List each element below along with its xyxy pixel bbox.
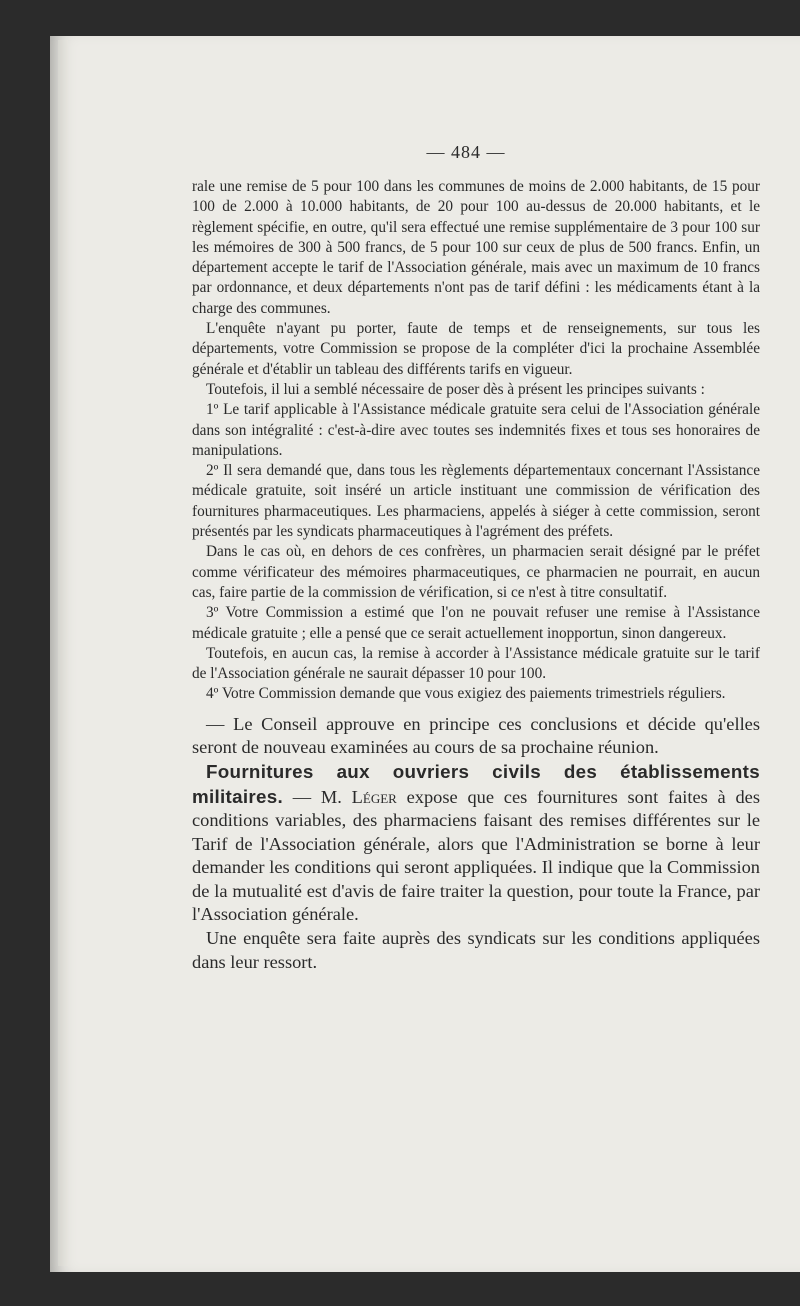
paragraph: Dans le cas où, en dehors de ces confrères, un pharmacien serait désigné par le préfet comme vérificateur des mémoires pharmaceutiques, ce pharmacien ne pourrait, en aucun cas, faire partie de la commission de vérification, si ce n'est à titre consultatif. [192,543,760,601]
report-section [192,177,760,705]
page-number: — 484 — [426,142,506,162]
paragraph: L'enquête n'ayant pu porter, faute de temps et de renseignements, sur tous les départements, votre Commission se propose de la compléter d'ici la prochaine Assemblée générale et d'établir un tableau des différents tarifs en vigueur. [192,320,760,378]
paragraph: 2º Il sera demandé que, dans tous les règlements départementaux concernant l'Assistance médicale gratuite, soit inséré un article instituant une commission de vérification des fournitures pharmaceutiques. Les pharmaciens, appelés à siéger à cette commission, seront présentés par les syndicats pharmaceutiques à l'agrément des préfets. [192,462,760,541]
page-text [192,142,760,974]
council-section [192,713,760,975]
speaker-name: Léger [351,786,397,807]
section-text: expose que ces fournitures sont faites à des conditions variables, des pharmaciens faisant des remises différentes sur le Tarif de l'Association générale, alors que l'Administration se borne à leur demander les conditions qui seront appliquées. Il indique que la Commission de la mutualité est d'avis de faire traiter la question, pour toute la France, par l'Association générale. [192,786,760,925]
conclusion-paragraph: — Le Conseil approuve en principe ces conclusions et décide qu'elles seront de nouveau examinées au cours de sa prochaine réunion. [192,713,760,758]
paragraph: Toutefois, en aucun cas, la remise à accorder à l'Assistance médicale gratuite sur le tarif de l'Association générale ne saurait dépasser 10 pour 100. [192,644,760,683]
follow-up-paragraph: Une enquête sera faite auprès des syndicats sur les conditions appliquées dans leur ressort. [192,928,760,972]
speaker-prefix: — M. [283,786,352,807]
page-binding-edge [58,40,68,1266]
section-title: Fournitures aux ouvriers civils des établissements militaires. [192,760,760,807]
section-paragraph [192,760,760,927]
paragraph: Toutefois, il lui a semblé nécessaire de poser dès à présent les principes suivants : [206,380,705,398]
paragraph: 1º Le tarif applicable à l'Assistance médicale gratuite sera celui de l'Association générale dans son intégralité : c'est-à-dire avec toutes ses indemnités fixes et tous ses honoraires de manipulations. [192,401,760,459]
paragraph: 4º Votre Commission demande que vous exigiez des paiements trimestriels réguliers. [206,685,726,703]
paragraph: 3º Votre Commission a estimé que l'on ne pouvait refuser une remise à l'Assistance médicale gratuite ; elle a pensé que ce serait actuellement inopportun, sinon dangereux. [192,604,760,642]
paragraph: rale une remise de 5 pour 100 dans les communes de moins de 2.000 habitants, de 15 pour 100 de 2.000 à 10.000 habitants, de 20 pour 100 au-dessus de 20.000 habitants, et le règlement spécifie, en outre, qu'il sera effectué une remise supplémentaire de 3 pour 100 sur les mémoires de 300 à 500 francs, de 5 pour 100 sur ceux de plus de 500 francs. Enfin, un département accepte le tarif de l'Association générale, mais avec un maximum de 10 francs par ordonnance, et deux départements n'ont pas de tarif défini : les médicaments étant à la charge des communes. [192,178,760,317]
